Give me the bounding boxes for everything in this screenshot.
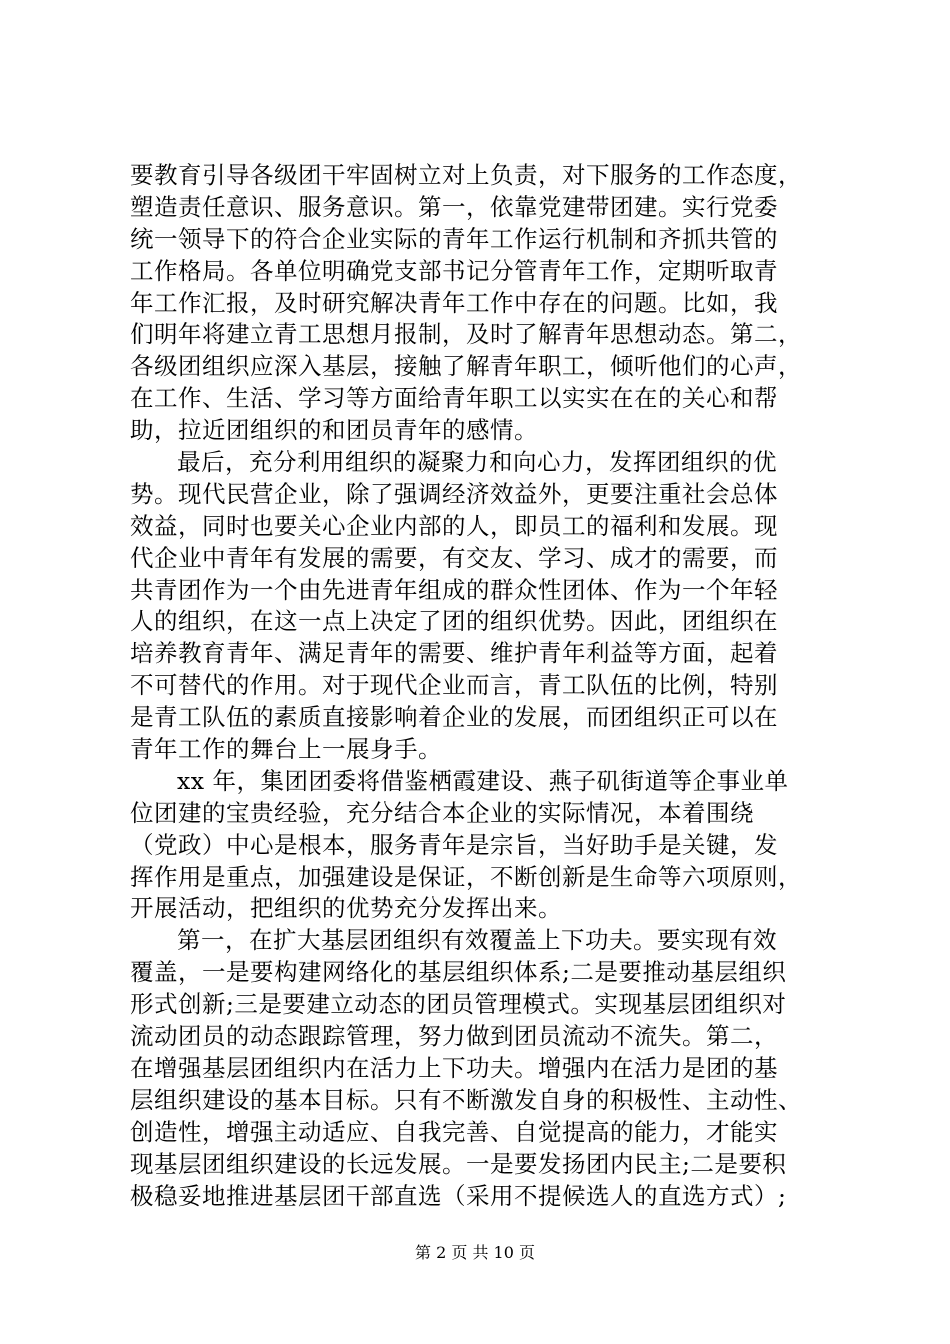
- text-line: 共青团作为一个由先进青年组成的群众性团体、作为一个年轻: [130, 575, 778, 604]
- text-line: 统一领导下的符合企业实际的青年工作运行机制和齐抓共管的: [130, 224, 778, 253]
- text-line: xx 年，集团团委将借鉴栖霞建设、燕子矶街道等企事业单: [177, 766, 789, 795]
- text-line: 流动团员的动态跟踪管理，努力做到团员流动不流失。第二，: [130, 1022, 778, 1051]
- text-line: 最后，充分利用组织的凝聚力和向心力，发挥团组织的优: [177, 448, 777, 477]
- text-line: 培养教育青年、满足青年的需要、维护青年利益等方面，起着: [130, 639, 778, 668]
- text-line: 覆盖，一是要构建网络化的基层组织体系;二是要推动基层组织: [130, 958, 787, 987]
- text-line: 现基层团组织建设的长远发展。一是要发扬团内民主;二是要积: [130, 1149, 787, 1178]
- text-line: 位团建的宝贵经验，充分结合本企业的实际情况，本着围绕: [130, 798, 754, 827]
- page-number-label: 第 2 页 共 10 页: [415, 1243, 535, 1262]
- text-line: 在工作、生活、学习等方面给青年职工以实实在在的关心和帮: [130, 384, 778, 413]
- text-line: 塑造责任意识、服务意识。第一，依靠党建带团建。实行党委: [130, 192, 778, 221]
- text-line: 们明年将建立青工思想月报制，及时了解青年思想动态。第二，: [130, 320, 802, 349]
- text-line: 形式创新;三是要建立动态的团员管理模式。实现基层团组织对: [130, 990, 787, 1019]
- text-line: 挥作用是重点，加强建设是保证，不断创新是生命等六项原则，: [130, 862, 802, 891]
- text-line: 人的组织，在这一点上决定了团的组织优势。因此，团组织在: [130, 607, 778, 636]
- text-line: 工作格局。各单位明确党支部书记分管青年工作，定期听取青: [130, 256, 778, 285]
- text-line: 不可替代的作用。对于现代企业而言，青工队伍的比例，特别: [130, 671, 778, 700]
- text-line: 年工作汇报，及时研究解决青年工作中存在的问题。比如，我: [130, 288, 778, 317]
- text-line: 开展活动，把组织的优势充分发挥出来。: [130, 894, 562, 923]
- text-line: 效益，同时也要关心企业内部的人，即员工的福利和发展。现: [130, 511, 778, 540]
- text-line: 助，拉近团组织的和团员青年的感情。: [130, 416, 538, 445]
- text-line: 极稳妥地推进基层团干部直选（采用不提候选人的直选方式）;: [130, 1181, 787, 1210]
- text-line: 青年工作的舞台上一展身手。: [130, 735, 442, 764]
- text-line: 代企业中青年有发展的需要，有交友、学习、成才的需要，而: [130, 543, 778, 572]
- text-line: 要教育引导各级团干牢固树立对上负责，对下服务的工作态度，: [130, 161, 802, 189]
- text-line: 各级团组织应深入基层，接触了解青年职工，倾听他们的心声，: [130, 352, 802, 381]
- text-line: 创造性，增强主动适应、自我完善、自觉提高的能力，才能实: [130, 1117, 778, 1146]
- text-line: 第一，在扩大基层团组织有效覆盖上下功夫。要实现有效: [177, 926, 777, 955]
- document-body: [130, 160, 830, 1212]
- text-line: 势。现代民营企业，除了强调经济效益外，更要注重社会总体: [130, 479, 778, 508]
- page-footer: [0, 1242, 950, 1264]
- text-line: 层组织建设的基本目标。只有不断激发自身的积极性、主动性、: [130, 1085, 802, 1114]
- text-line: （党政）中心是根本，服务青年是宗旨，当好助手是关键，发: [130, 830, 778, 859]
- text-line: 是青工队伍的素质直接影响着企业的发展，而团组织正可以在: [130, 703, 778, 732]
- text-line: 在增强基层团组织内在活力上下功夫。增强内在活力是团的基: [130, 1053, 778, 1082]
